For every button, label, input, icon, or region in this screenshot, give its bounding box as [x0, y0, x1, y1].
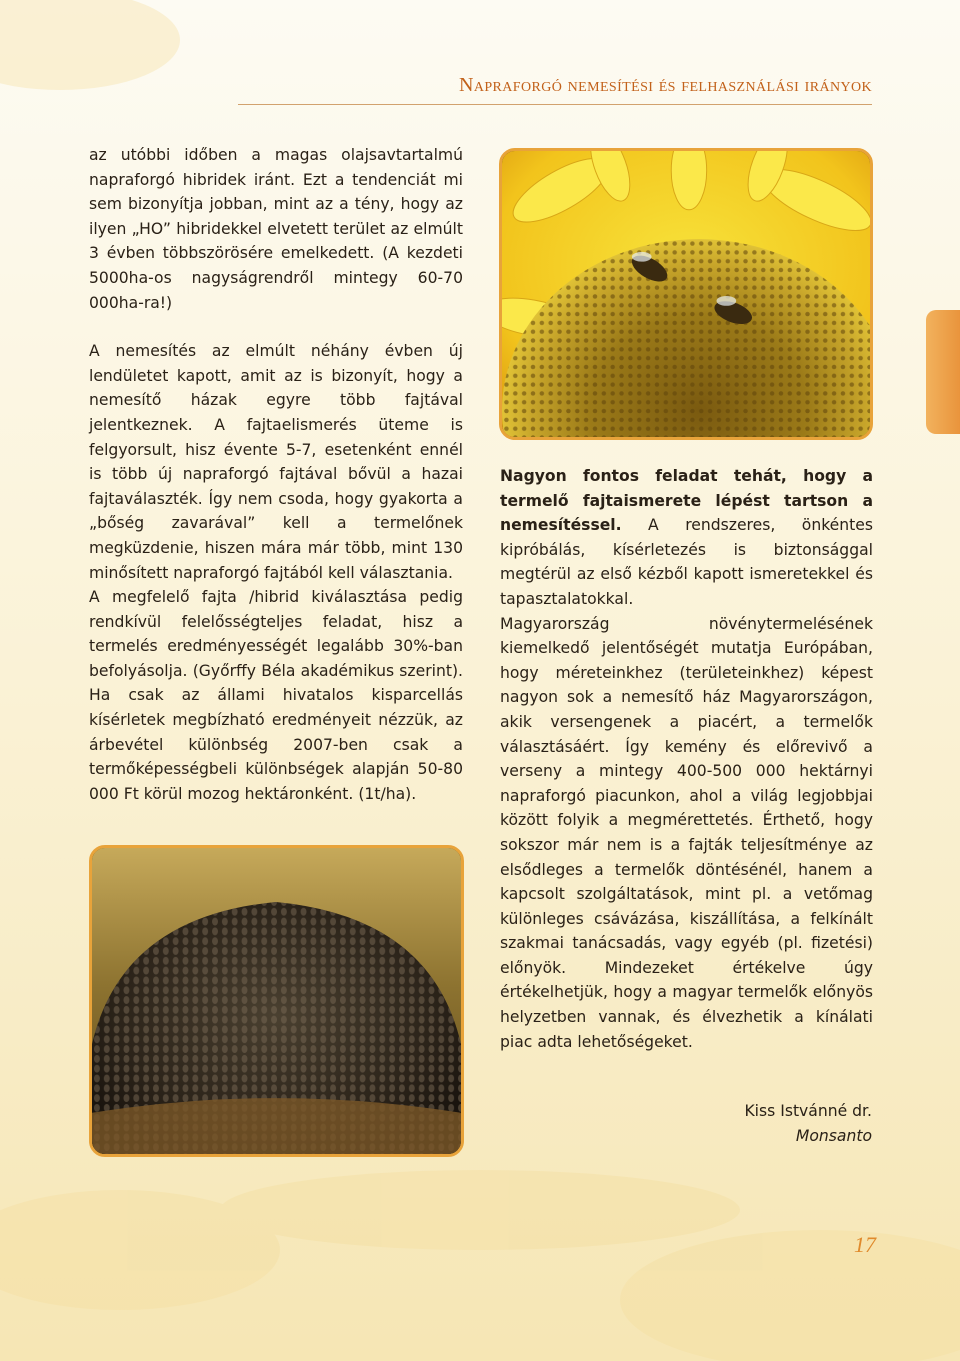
author-signature	[744, 1099, 872, 1149]
left-text-column	[89, 143, 463, 806]
header-divider	[238, 104, 872, 105]
right-paragraph-1-rest: A rendszeres, önkéntes kipróbálás, kísérletezés is biztonsággal megtérül az első kézből kapott ismeretekkel és tapasztalatokkal.	[500, 516, 873, 608]
right-bold-lead: Nagyon fontos feladat tehát, hogy a termelő fajtaismerete lépést tartson a nemesítéssel.	[500, 467, 873, 535]
right-paragraph-1	[500, 464, 873, 612]
left-paragraph-1: az utóbbi időben a magas olajsavtartalmú napraforgó hibridek iránt. Ezt a tendenciát mi sem bizonyítja jobban, mint az a tény, hogy az ilyen „HO” hibridekkel elvetett terület az elmúlt 3 évben többszörösére emelkedett. (A kezdeti 5000ha-os nagyságrendről mintegy 60-70 000ha-ra!)	[89, 146, 463, 312]
right-text-column	[500, 464, 873, 1054]
running-header-title: Napraforgó nemesítési és felhasználási irányok	[459, 74, 872, 96]
side-tab-marker	[926, 310, 960, 434]
sunflower-seed-head-photo	[89, 845, 464, 1157]
right-paragraph-2: Magyarország növénytermelésének kiemelkedő jelentőségét mutatja Európában, hogy méreteinkhez (területeinkhez) képest nagyon sok a nemesítő ház Magyarországon, akik versengenek a piacért, a termelők választásáért. Így kemény és előrevivő a verseny a mintegy 400-500 000 hektárnyi napraforgó piacunkon, ahol a világ legjobbjai között folyik a megmérettetés. Érthető, hogy sokszor már nem is a fajták teljesítménye az elsődleges a termelők döntésénél, hanem a kapcsolt szolgáltatások, mint pl. a vetőmag különleges csávázása, kiszállítása, a felkínált szakmai tanácsadás, vagy egyéb (pl. fizetési) előnyök. Mindezeket értékelve úgy értékelhetjük, hogy a magyar termelők előnyös helyzetben vannak, és élvezhetik a kínálati piac adta lehetőségeket.	[500, 614, 873, 1051]
left-paragraph-3: A megfelelő fajta /hibrid kiválasztása pedig rendkívül felelősségteljes feladat, hisz a termelés eredményességét legalább 30%-ban befolyásolja. (Győrffy Béla akadémikus szerint). Ha csak az állami hivatalos kisparcellás kísérletek megbízható eredményeit nézzük, az árbevétel különbség 2007-ben csak a termőképességbeli különbségek alapján 50-80 000 Ft körül mozog hektáronként. (1t/ha).	[89, 588, 463, 803]
left-paragraph-2: A nemesítés az elmúlt néhány évben új lendületet kapott, amit az is bizonyít, hogy a nemesítő házak egyre több fajtával jelentkeznek. A fajtaelismerés üteme is felgyorsult, hisz évente 5-7, esetenként ennél is több új napraforgó fajtával bővül a hazai fajtaválaszték. Így nem csoda, hogy gyakorta a „bőség zavarával” kell a termelőnek megküzdenie, hiszen mára már több, mint 130 minősített napraforgó fajtából kell választania.	[89, 342, 463, 582]
page-number: 17	[854, 1232, 876, 1257]
author-company: Monsanto	[795, 1127, 872, 1145]
author-name: Kiss Istvánné dr.	[744, 1102, 872, 1120]
sunflower-bees-photo	[499, 148, 873, 440]
